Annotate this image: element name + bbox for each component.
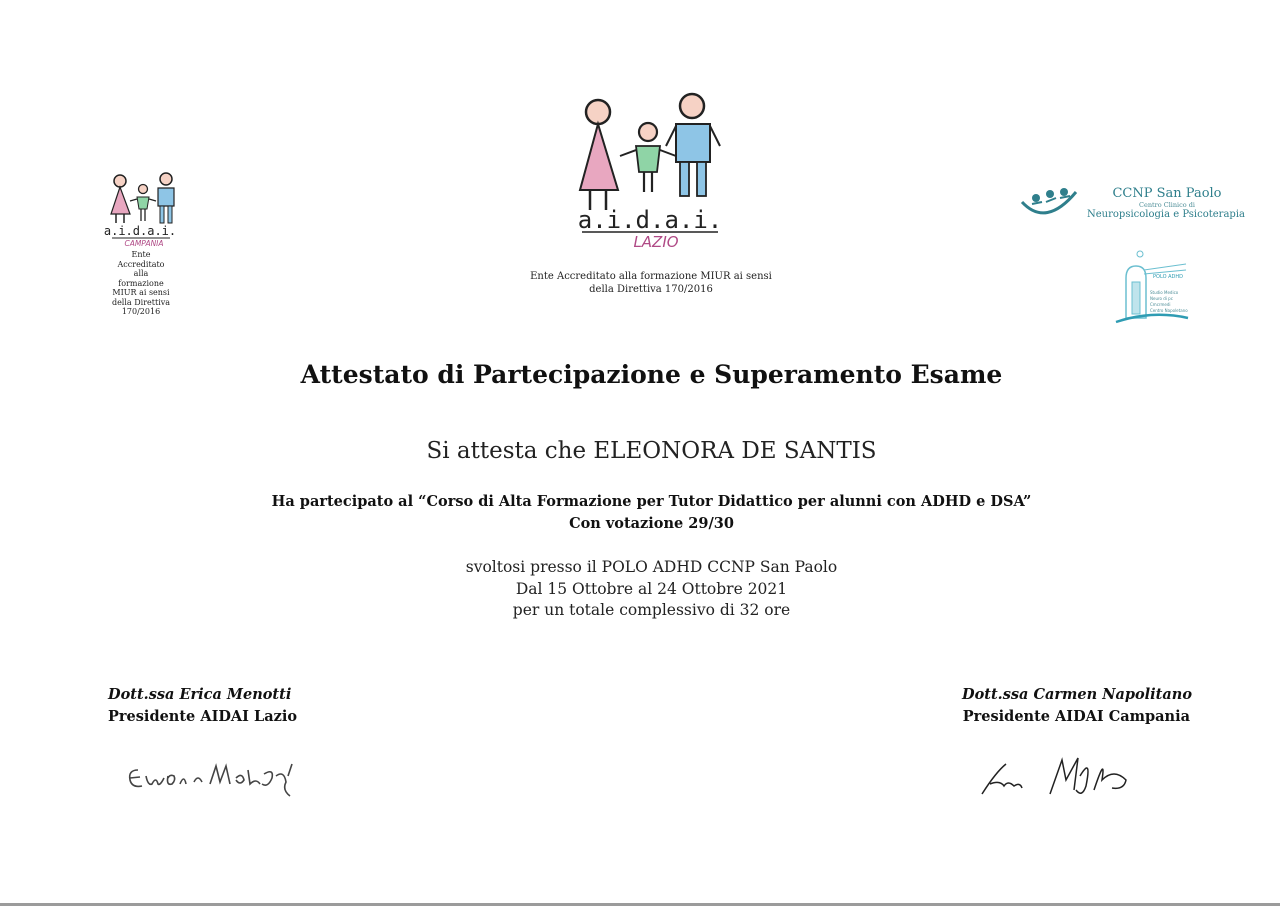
polo-line1: Studio Medico [1150, 290, 1179, 295]
hours-line: per un totale complessivo di 32 ore [512, 601, 791, 619]
polo-adhd-logo [1112, 248, 1192, 328]
polo-line4: Centro Napoletano [1150, 308, 1188, 313]
certificate-title: Attestato di Partecipazione e Superamento Esame [300, 360, 1003, 389]
center-accreditation-line2: della Direttiva 170/2016 [589, 284, 713, 295]
ccnp-subtitle2: Neuropsicologia e Psicoterapia [1087, 209, 1245, 220]
aidai-campania-logo [100, 168, 182, 248]
right-signatory-name: Dott.ssa Carmen Napolitano [962, 686, 1192, 703]
left-accreditation-text: Ente Accreditato alla formazione MIUR ai sensi della Direttiva 170/2016 [111, 250, 171, 316]
ccnp-subtitle1: Centro Clinico di [1139, 201, 1195, 209]
ccnp-name: CCNP San Paolo [1112, 186, 1222, 201]
center-accreditation-text [470, 270, 832, 296]
left-signatory-role: Presidente AIDAI Lazio [108, 708, 298, 725]
left-signatory-name: Dott.ssa Erica Menotti [108, 686, 292, 703]
left-handwritten-signature [124, 756, 314, 804]
right-handwritten-signature [976, 750, 1136, 802]
right-signatory-role: Presidente AIDAI Campania [962, 708, 1190, 725]
polo-name: POLO ADHD [1153, 274, 1183, 280]
attestation-line: Si attesta che ELEONORA DE SANTIS [426, 438, 877, 464]
center-accreditation-line1: Ente Accreditato alla formazione MIUR ai sensi [530, 271, 772, 282]
center-logo-region: LAZIO [633, 233, 679, 251]
course-line: Ha partecipato al “Corso di Alta Formazione per Tutor Didattico per alunni con ADHD e DSA” [271, 493, 1032, 510]
grade-line: Con votazione 29/30 [569, 515, 734, 532]
aidai-lazio-logo [560, 86, 740, 254]
location-line: svoltosi presso il POLO ADHD CCNP San Paolo [465, 558, 838, 576]
left-logo-wordmark: a.i.d.a.i. [103, 224, 177, 238]
center-logo-wordmark: a.i.d.a.i. [577, 206, 723, 234]
left-logo-region: CAMPANIA [124, 239, 164, 248]
polo-line3: Cmcrmedi [1150, 302, 1171, 307]
polo-line2: Neuro di pc [1150, 296, 1173, 301]
dates-line: Dal 15 Ottobre al 24 Ottobre 2021 [515, 580, 788, 598]
